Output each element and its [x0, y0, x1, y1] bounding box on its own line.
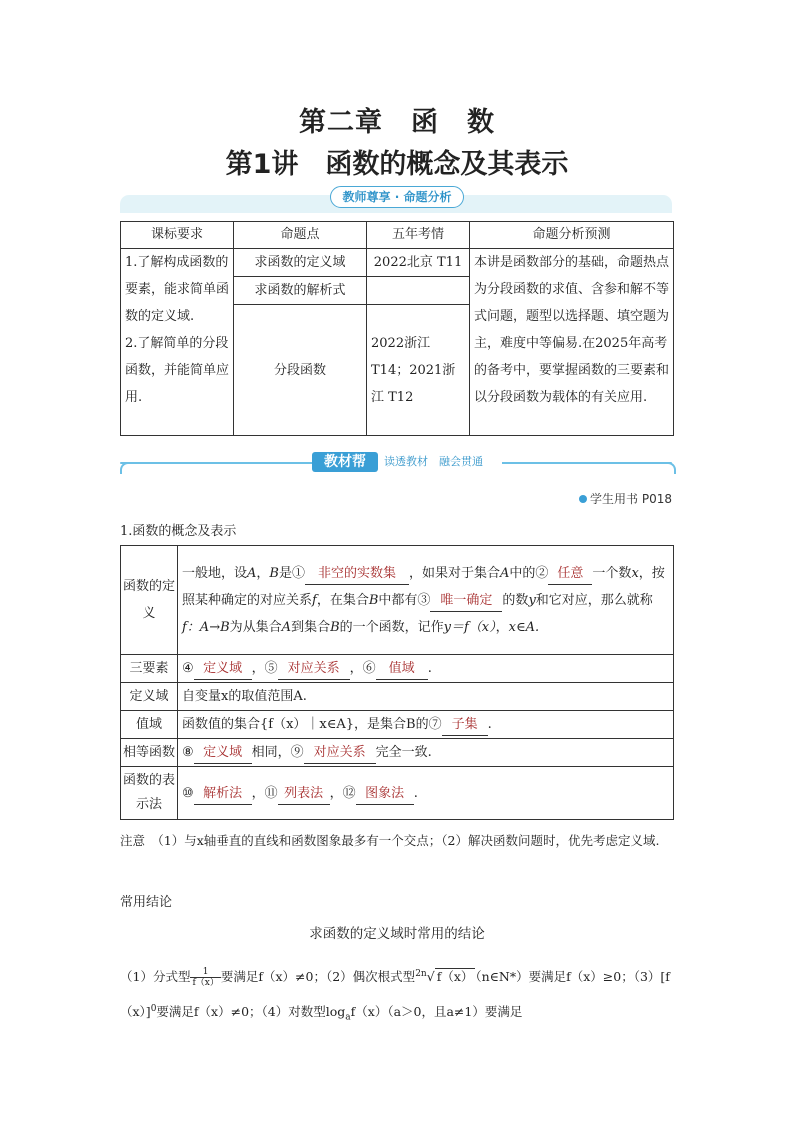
bullet-dot-icon: [579, 495, 587, 503]
banner-label: 教师尊享 · 命题分析: [330, 186, 464, 208]
row-label: 定义域: [121, 683, 178, 711]
header-cell: 命题点: [234, 222, 367, 249]
blank-answer: 非空的实数集: [305, 564, 409, 585]
definition-cell: 一般地，设A，B是① 非空的实数集 ，如果对于集合A中的② 任意 一个数x，按照某种确定的对应关系f，在集合B中都有③ 唯一确定 的数y和它对应，那么就称f：A→B为从集合A到集合B的一个函数，记作y＝f（x），x∈A.: [178, 546, 674, 655]
banner-hook-right: [664, 462, 676, 474]
equal-functions-cell: ⑧ 定义域 相同，⑨ 对应关系 完全一致.: [178, 739, 674, 767]
student-book-ref: 学生用书 P018: [579, 490, 672, 507]
lesson-title: 第1讲 函数的概念及其表示: [225, 149, 569, 180]
exam-cell: 2022北京 T11: [367, 249, 470, 277]
blank-answer: 唯一确定: [430, 591, 502, 612]
blank-answer: 子集: [442, 715, 488, 736]
teacher-banner: [120, 192, 672, 214]
banner-tag: 教材帮: [312, 452, 378, 472]
row-label: 三要素: [121, 655, 178, 683]
root-index: 2n: [415, 969, 427, 979]
row-label: 相等函数: [121, 739, 178, 767]
chapter-title: 第二章 函 数: [299, 107, 495, 138]
note-paragraph: 注意 （1）与x轴垂直的直线和函数图象最多有一个交点；（2）解决函数问题时，优先考虑定义域.: [120, 833, 660, 848]
blank-answer: 图象法: [356, 784, 414, 805]
blank-answer: 对应关系: [304, 743, 376, 764]
blank-answer: 定义域: [194, 659, 252, 680]
row-label: 值域: [121, 711, 178, 739]
range-cell: 函数值的集合{f（x）｜x∈A}，是集合B的⑦ 子集 .: [178, 711, 674, 739]
blank-answer: 对应关系: [278, 659, 350, 680]
header-cell: 命题分析预测: [470, 222, 674, 249]
blank-answer: 列表法: [278, 784, 330, 805]
three-elements-cell: ④ 定义域 ，⑤ 对应关系 ，⑥ 值域 .: [178, 655, 674, 683]
blank-answer: 解析法: [194, 784, 252, 805]
row-label: 函数的表示法: [121, 767, 178, 820]
header-cell: 课标要求: [121, 222, 234, 249]
point-cell: 分段函数: [234, 305, 367, 436]
exam-cell: 2022浙江 T14；2021浙江 T12: [367, 305, 470, 436]
analysis-table: [120, 221, 674, 436]
header-cell: 五年考情: [367, 222, 470, 249]
textbook-banner: [120, 452, 676, 474]
section-heading: 1.函数的概念及表示: [120, 524, 237, 539]
common-conclusion-label: 常用结论: [120, 895, 173, 910]
blank-answer: 定义域: [194, 743, 252, 764]
banner-hook-left: [120, 462, 132, 474]
radicand: f（x）: [436, 969, 474, 985]
concept-table: [120, 545, 674, 820]
requirements-cell: 1.了解构成函数的要素，能求简单函数的定义域. 2.了解简单的分段函数，并能简单应用.: [121, 249, 234, 436]
point-cell: 求函数的解析式: [234, 277, 367, 305]
prediction-cell: 本讲是函数部分的基础，命题热点为分段函数的求值、含参和解不等式问题，题型以选择题、填空题为主，难度中等偏易.在2025年高考的备考中，要掌握函数的三要素和以分段函数为载体的有关应用.: [470, 249, 674, 436]
fraction: $\frac{1}{f(x)}$: [192, 967, 219, 989]
representation-cell: ⑩ 解析法 ，⑪ 列表法 ，⑫ 图象法 .: [178, 767, 674, 820]
banner-subtitle: 读透教材 融会贯通: [384, 455, 483, 468]
power-zero: 0: [150, 1004, 157, 1015]
formula-paragraph: （1）分式型 $\frac{1}{f(x)}$ 要满足f（x）≠0；（2）偶次根式型$^{2n}$√ f（x） （n∈N*）要满足f（x）≥0；$(3)[f(x)]^0$要满足f（x）≠0；（4）对数型$\log_af(x)(a>0$，且a≠1）要满足: [120, 967, 670, 1023]
blank-answer: 任意: [548, 564, 592, 585]
log-base: a: [345, 1012, 351, 1023]
blank-answer: 值域: [376, 659, 428, 680]
conclusion-title: 求函数的定义域时常用的结论: [309, 926, 485, 942]
point-cell: 求函数的定义域: [234, 249, 367, 277]
radical-sign-icon: √: [426, 969, 435, 985]
exam-cell: [367, 277, 470, 305]
row-label: 函数的定义: [121, 546, 178, 655]
domain-cell: 自变量x的取值范围A.: [178, 683, 674, 711]
